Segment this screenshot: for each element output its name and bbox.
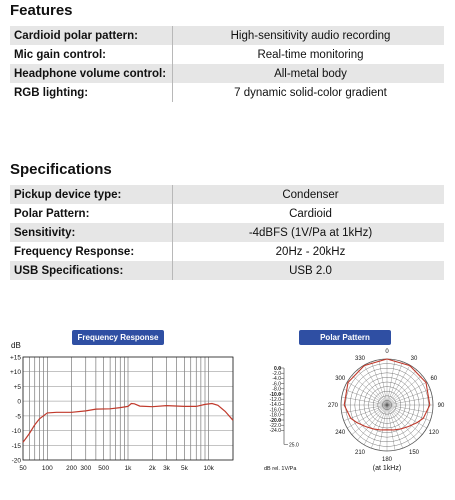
spec-value: 20Hz - 20kHz [275,245,346,258]
polar-angle-label: 180 [381,457,393,463]
radial-scale-label: -16.0 [269,407,281,414]
feature-label: Headphone volume control: [10,64,173,83]
spec-label: USB Specifications: [10,261,173,280]
y-tick-label: -15 [11,442,21,450]
x-tick-label: 100 [41,465,53,472]
polar-angle-label: 300 [335,376,346,382]
polar-angle-label: 330 [354,356,366,363]
y-tick-label: -5 [15,413,21,421]
polar-angle-label: 30 [410,356,418,363]
polar-angle-label: 90 [437,403,445,409]
feature-value: All-metal body [173,64,445,83]
x-tick-label: 10k [203,465,214,472]
y-tick-label: +5 [13,383,21,391]
y-tick-label: 0 [17,398,21,406]
frequency-response-chart [10,341,233,472]
radial-unit-label: dB rel. 1V/Pa [264,466,297,472]
polar-radial-scale [264,366,299,472]
radial-scale-label: -4.0 [272,376,281,383]
spec-value: Condenser [173,185,445,204]
x-tick-label: 50 [19,465,27,472]
x-tick-label: 500 [98,465,110,472]
x-tick-label: 200 [66,465,78,472]
x-tick-label: 3k [163,465,170,472]
radial-scale-label: -12.0 [269,397,281,403]
specifications-title: Specifications [10,161,112,178]
spec-value: USB 2.0 [173,261,445,280]
radial-scale-label: 0.0 [274,365,281,372]
radial-scale-label: -24.0 [269,428,281,435]
y-tick-label: +15 [9,354,21,362]
radial-scale-label: -2.0 [272,371,281,377]
feature-label: Cardioid polar pattern: [10,26,173,45]
polar-pattern-chart [328,349,445,472]
x-tick-label: 300 [80,465,92,472]
polar-angle-label: 270 [327,403,339,409]
polar-angle-label: 210 [354,449,366,456]
radial-min-label: 25.0 [289,442,299,449]
feature-label: Mic gain control: [10,45,173,64]
frequency-response-title: Frequency Response [72,330,164,345]
polar-angle-label: 60 [430,376,438,382]
radial-scale-label: -20.0 [269,417,281,424]
radial-scale-label: -14.0 [269,402,281,409]
polar-caption: (at 1kHz) [372,465,402,472]
x-tick-label: 1k [124,465,132,472]
features-title: Features [10,2,73,19]
radial-scale-label: -10.0 [269,391,281,398]
x-tick-label: 5k [180,465,188,472]
polar-angle-label: 0 [385,349,389,355]
y-tick-label: -20 [11,457,21,465]
polar-angle-label: 150 [408,449,420,456]
spec-label: Frequency Response: [10,242,173,261]
spec-label: Sensitivity: [10,223,173,242]
y-tick-label: +10 [9,369,21,377]
radial-scale-label: -6.0 [272,381,281,388]
radial-scale-label: -22.0 [269,423,281,429]
polar-angle-label: 120 [428,430,439,436]
polar-angle-label: 240 [335,430,346,436]
spec-value: -4dBFS (1V/Pa at 1kHz) [173,223,445,242]
spec-label: Pickup device type: [10,185,173,204]
feature-value: Real-time monitoring [257,48,364,61]
y-tick-label: -10 [11,428,21,436]
spec-value: Cardioid [289,207,332,220]
radial-scale-label: -18.0 [269,412,281,419]
x-tick-label: 2k [148,465,156,472]
spec-label: Polar Pattern: [10,204,173,223]
radial-scale-label: -8.0 [272,386,281,393]
feature-label: RGB lighting: [10,83,173,102]
polar-pattern-title: Polar Pattern [299,330,391,345]
y-axis-label: dB [11,341,21,350]
feature-value: 7 dynamic solid-color gradient [234,86,387,99]
feature-value: High-sensitivity audio recording [173,26,445,45]
